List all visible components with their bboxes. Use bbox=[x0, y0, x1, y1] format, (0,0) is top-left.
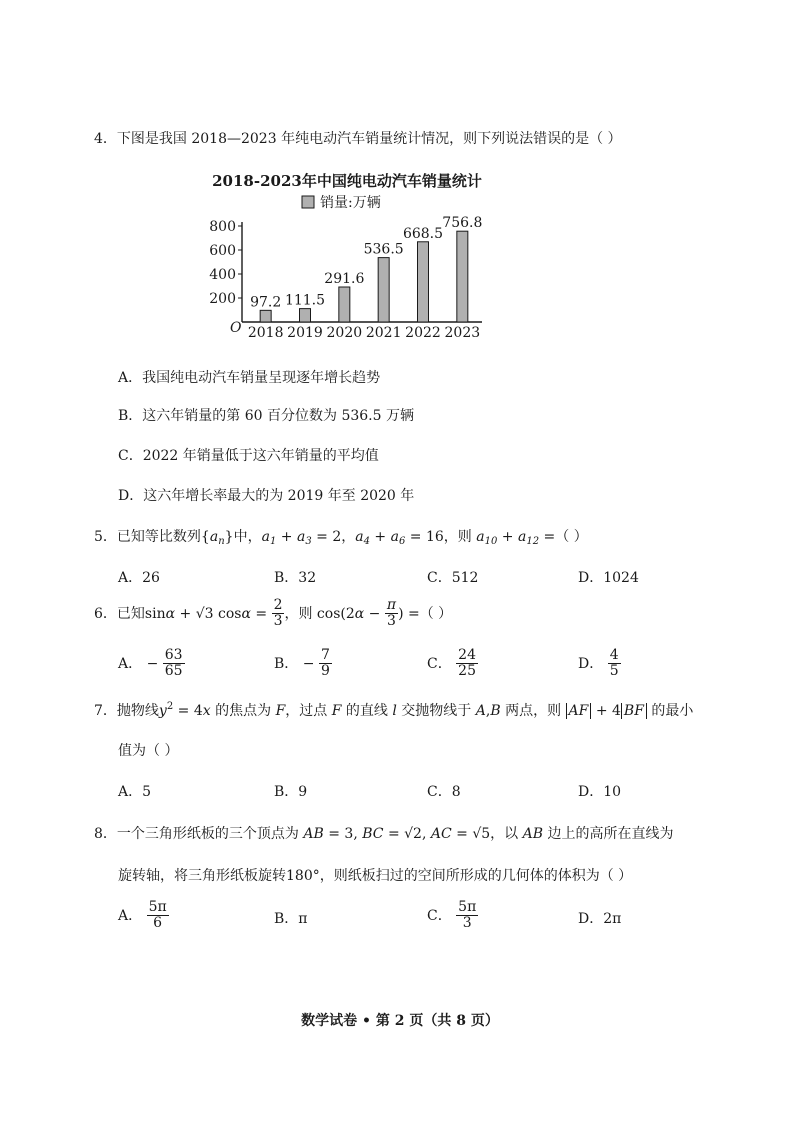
q6-option-c: C． $\frac{24}{25}$ bbox=[427, 647, 476, 680]
q5-stem: 5．已知等比数列$\{a_n\}$中，$a_1 + a_3 = 2$，$a_4 + a_6 = 16$，则 $a_{10} + a_{12}$ =（ ） bbox=[94, 529, 588, 547]
page-footer: 数学试卷 • 第 2 页（共 8 页） bbox=[301, 1013, 499, 1029]
x-tick-label-2022: 2022 bbox=[405, 325, 441, 341]
y-tick-label-400: 400 bbox=[209, 267, 236, 283]
q7-option-d: D．10 bbox=[578, 784, 622, 800]
sales-bar-chart bbox=[200, 170, 500, 345]
q8-number: 8．一个三角形纸板的三个顶点为 bbox=[94, 826, 299, 842]
y-tick-label-800: 800 bbox=[209, 219, 236, 235]
q8-option-c: C． $\frac{5\pi}{3}$ bbox=[427, 899, 477, 932]
q4-option-b: B．这六年销量的第 60 百分位数为 536.5 万辆 bbox=[118, 408, 414, 424]
y-tick-label-200: 200 bbox=[209, 291, 236, 307]
q5-option-a: A．26 bbox=[118, 570, 160, 586]
data-label-2022: 668.5 bbox=[402, 225, 444, 242]
q7-option-a: A．5 bbox=[118, 784, 152, 800]
q8-option-d: D．2π bbox=[578, 911, 622, 927]
data-label-2021: 536.5 bbox=[363, 241, 404, 258]
q5-number: 5．已知等比数列 bbox=[94, 529, 201, 545]
q6-option-d: D． $\frac{4}{5}$ bbox=[578, 647, 619, 680]
chart-title: 2018-2023年中国纯电动汽车销量统计 bbox=[212, 172, 482, 190]
data-label-2020: 291.6 bbox=[324, 271, 365, 288]
q7-option-b: B．9 bbox=[274, 784, 308, 800]
legend-label: 销量:万辆 bbox=[320, 195, 381, 211]
data-label-2023: 756.8 bbox=[442, 215, 483, 232]
x-tick-label-2018: 2018 bbox=[247, 325, 284, 341]
q6-option-b: B． − $\frac{7}{9}$ bbox=[274, 647, 330, 680]
bar-2022 bbox=[418, 242, 429, 322]
q8-stem: 8．一个三角形纸板的三个顶点为 AB = 3, BC = √2, AC = √5，以 AB 边上的高所在直线为 bbox=[94, 826, 674, 842]
data-label-2018: 97.2 bbox=[250, 294, 282, 311]
bar-2023 bbox=[457, 231, 468, 322]
q4-stem: 4．下图是我国 2018—2023 年纯电动汽车销量统计情况，则下列说法错误的是（ ） bbox=[94, 131, 622, 147]
data-label-2019: 111.5 bbox=[284, 292, 326, 309]
q7-number: 7．抛物线 bbox=[94, 703, 159, 719]
legend-swatch bbox=[302, 196, 314, 208]
bar-2020 bbox=[339, 287, 350, 322]
q4-option-d: D．这六年增长率最大的为 2019 年至 2020 年 bbox=[118, 488, 415, 504]
y-tick-label-600: 600 bbox=[209, 243, 236, 259]
origin-label: O bbox=[230, 320, 242, 336]
q7-stem-line2: 值为（ ） bbox=[118, 743, 179, 759]
q5-option-c: C．512 bbox=[427, 570, 479, 586]
bar-2019 bbox=[300, 309, 311, 322]
q8-option-a: A． $\frac{5\pi}{6}$ bbox=[118, 899, 167, 932]
q8-option-b: B．π bbox=[274, 911, 308, 927]
x-tick-label-2019: 2019 bbox=[287, 325, 323, 341]
q6-number: 6．已知 bbox=[94, 605, 145, 622]
q7-option-c: C．8 bbox=[427, 784, 461, 800]
q5-option-b: B．32 bbox=[274, 570, 317, 586]
bar-2021 bbox=[378, 258, 389, 322]
x-tick-label-2023: 2023 bbox=[444, 325, 481, 341]
x-tick-label-2021: 2021 bbox=[365, 325, 402, 341]
q7-stem: 7．抛物线$y^2 = 4x$ 的焦点为 F，过点 F 的直线 l 交抛物线于 A,B 两点，则 AF + 4 BF 的最小 bbox=[94, 701, 694, 719]
x-tick-label-2020: 2020 bbox=[326, 325, 363, 341]
q5-option-d: D．1024 bbox=[578, 570, 639, 586]
q6-stem: 6．已知sinα + √3 cosα = $\frac{2}{3}$ ，则 cos(2α − $\frac{\pi}{3}$ ) =（ ） bbox=[94, 597, 453, 630]
q8-stem-line2: 旋转轴，将三角形纸板旋转180°，则纸板扫过的空间所形成的几何体的体积为（ ） bbox=[118, 868, 633, 884]
q4-option-c: C．2022 年销量低于这六年销量的平均值 bbox=[118, 448, 379, 464]
bar-2018 bbox=[260, 310, 271, 322]
q4-option-a: A．我国纯电动汽车销量呈现逐年增长趋势 bbox=[118, 370, 381, 386]
q6-option-a: A． − $\frac{63}{65}$ bbox=[118, 647, 183, 680]
